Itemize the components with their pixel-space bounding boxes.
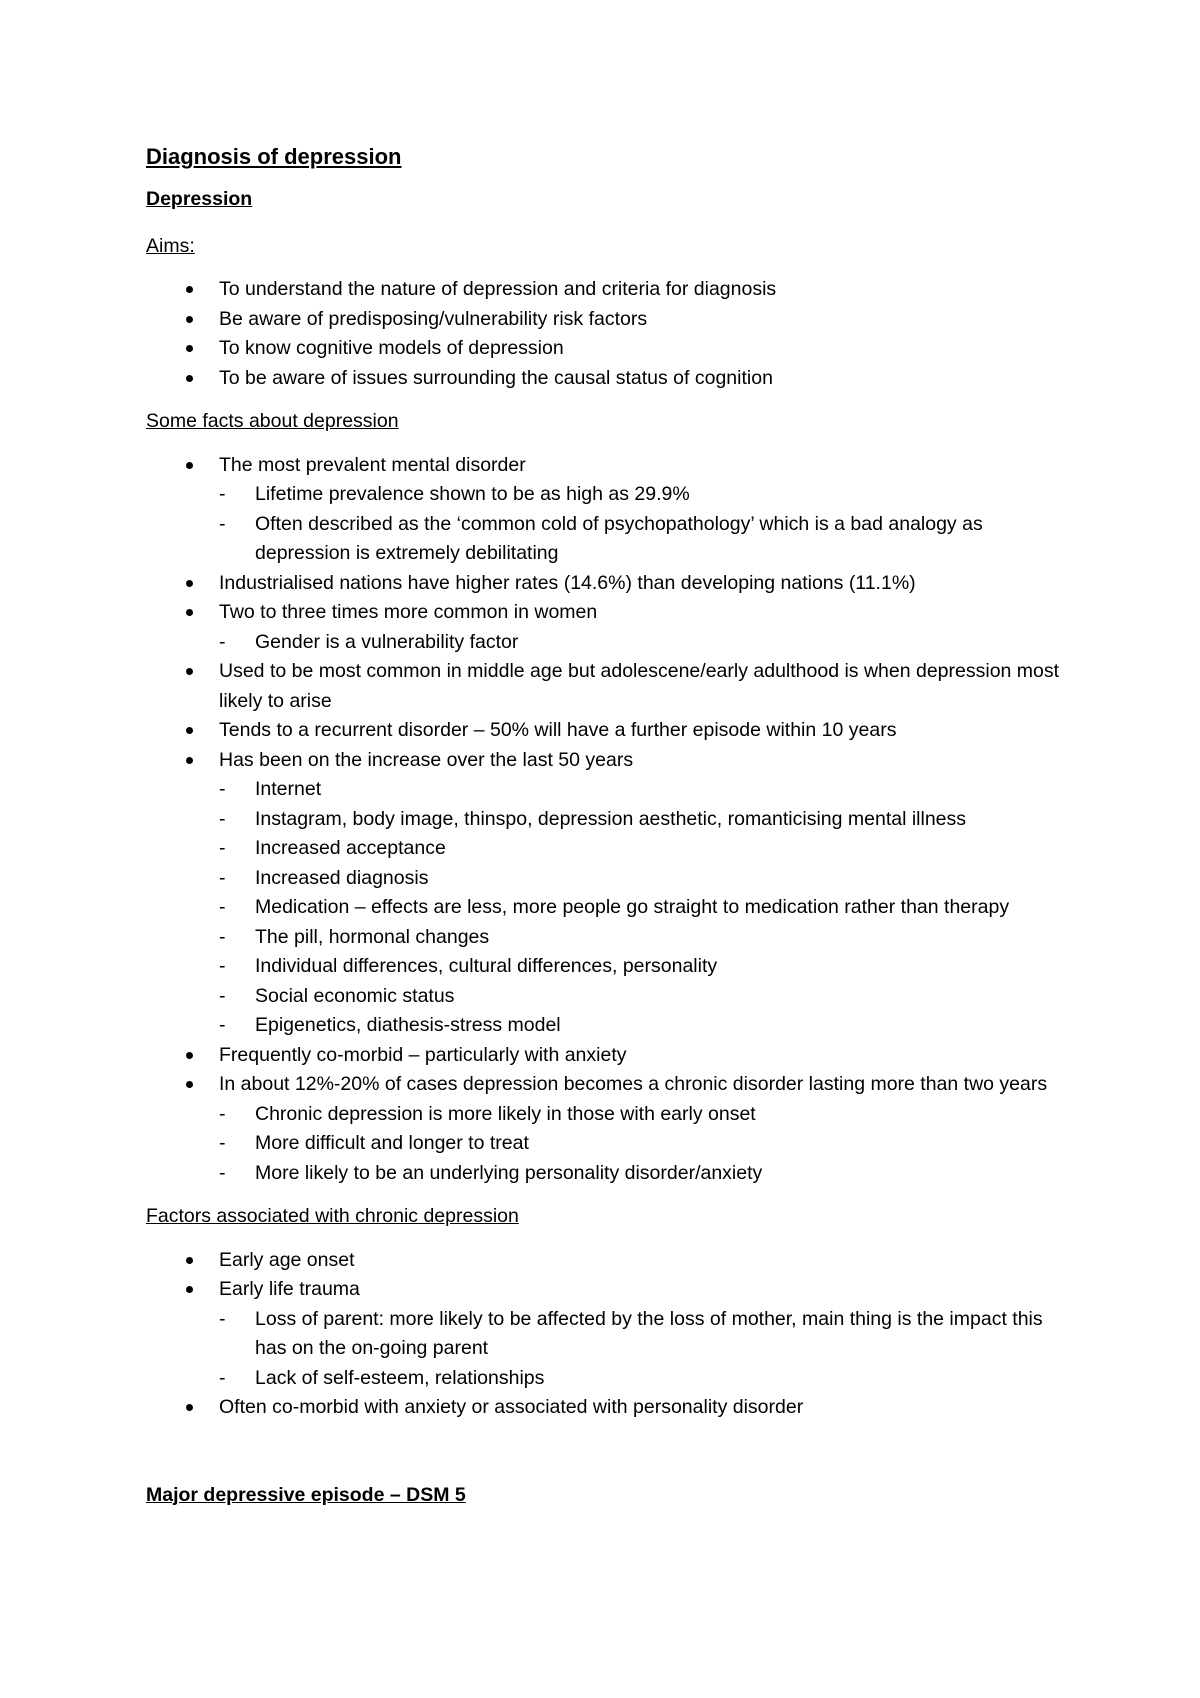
list-item-text: Often co-morbid with anxiety or associated with personality disorder — [219, 1396, 804, 1418]
list-item — [146, 451, 1076, 569]
dash-marker: - — [219, 1366, 226, 1389]
dash-marker: - — [219, 1161, 226, 1184]
sub-list-item-text: Lifetime prevalence shown to be as high as 29.9% — [255, 483, 690, 505]
list-item — [146, 1275, 1076, 1393]
dash-marker: - — [219, 837, 226, 859]
sub-list-item — [219, 1305, 1076, 1364]
dash-marker: - — [219, 1014, 226, 1036]
list-item — [146, 716, 1076, 746]
dash-marker: - — [219, 1307, 226, 1330]
sub-list-item-text: Increased diagnosis — [255, 866, 429, 889]
dash-marker: - — [219, 778, 226, 800]
list-item — [146, 746, 1076, 1041]
list-item-text: Tends to a recurrent disorder – 50% will have a further episode within 10 years — [219, 719, 897, 741]
section-heading-depression: Depression — [146, 188, 253, 210]
list-item — [146, 1041, 1076, 1071]
list-item — [146, 598, 1076, 657]
sub-list-item-text: Medication – effects are less, more people go straight to medication rather than therapy — [255, 896, 1010, 918]
sub-list-item-text: The pill, hormonal changes — [255, 925, 490, 948]
bullet-icon — [186, 757, 193, 764]
sub-list-item — [219, 982, 1076, 1012]
bullet-icon — [186, 1404, 193, 1411]
aims-list — [146, 275, 1076, 393]
list-item — [146, 1393, 1076, 1423]
sub-list-item — [219, 893, 1076, 923]
sub-list-item — [219, 923, 1076, 953]
bullet-icon — [186, 580, 193, 587]
dsm5-heading: Major depressive episode – DSM 5 — [146, 1483, 466, 1506]
dash-marker: - — [219, 807, 226, 830]
bullet-icon — [186, 727, 193, 734]
sub-list-item-text: Chronic depression is more likely in those with early onset — [255, 1102, 756, 1125]
list-item-text: Early life trauma — [219, 1278, 360, 1300]
dash-marker: - — [219, 1132, 226, 1154]
list-item — [146, 1246, 1076, 1276]
bullet-icon — [186, 1081, 193, 1088]
sub-list-item-text: Instagram, body image, thinspo, depression aesthetic, romanticising mental illness — [255, 807, 967, 830]
list-item-text: Two to three times more common in women — [219, 601, 598, 623]
bullet-icon — [186, 609, 193, 616]
list-item-text: In about 12%-20% of cases depression becomes a chronic disorder lasting more than two years — [219, 1073, 1048, 1095]
bullet-icon — [186, 1052, 193, 1059]
aims-heading: Aims: — [146, 234, 195, 257]
sub-list-item-text: More difficult and longer to treat — [255, 1132, 529, 1154]
sub-list-item — [219, 1159, 1076, 1189]
list-item-text: Early age onset — [219, 1248, 355, 1271]
bullet-icon — [186, 462, 193, 469]
list-item-text: Has been on the increase over the last 50 years — [219, 748, 634, 771]
list-item: To understand the nature of depression and criteria for diagnosis — [146, 275, 1076, 305]
sub-list-item — [219, 805, 1076, 835]
bullet-icon — [186, 1286, 193, 1293]
sub-list-item-text: Individual differences, cultural differences, personality — [255, 955, 718, 977]
dash-marker: - — [219, 955, 226, 977]
dash-marker: - — [219, 866, 226, 889]
sub-list-item-text: Lack of self-esteem, relationships — [255, 1366, 545, 1389]
dash-marker: - — [219, 483, 226, 505]
list-item — [146, 1070, 1076, 1188]
bullet-icon — [186, 375, 193, 382]
sub-list-item-text: Gender is a vulnerability factor — [255, 630, 519, 653]
bullet-icon — [186, 1257, 193, 1264]
sub-list-item — [219, 1129, 1076, 1159]
document-body — [146, 142, 1076, 1510]
dash-marker: - — [219, 630, 226, 653]
sub-list-item-text: Epigenetics, diathesis-stress model — [255, 1014, 561, 1036]
chronic-factors-heading: Factors associated with chronic depression — [146, 1205, 519, 1227]
list-item: To be aware of issues surrounding the causal status of cognition — [146, 364, 1076, 394]
sub-list — [219, 628, 1076, 658]
sub-list-item-text: More likely to be an underlying personality disorder/anxiety — [255, 1161, 763, 1184]
sub-list — [219, 1100, 1076, 1189]
sub-list — [219, 480, 1076, 569]
facts-heading: Some facts about depression — [146, 410, 399, 432]
list-item-text: Industrialised nations have higher rates (14.6%) than developing nations (11.1%) — [219, 571, 916, 594]
sub-list-item — [219, 775, 1076, 805]
sub-list-item — [219, 480, 1076, 510]
sub-list-item — [219, 1011, 1076, 1041]
sub-list-item — [219, 628, 1076, 658]
sub-list-item — [219, 510, 1076, 569]
bullet-icon — [186, 316, 193, 323]
bullet-icon — [186, 345, 193, 352]
page-title: Diagnosis of depression — [146, 144, 402, 169]
sub-list-item-text: Loss of parent: more likely to be affected by the loss of mother, main thing is the impact this has on the on-going parent — [255, 1307, 1043, 1359]
sub-list-item — [219, 1100, 1076, 1130]
chronic-factors-list — [146, 1246, 1076, 1423]
sub-list-item-text: Often described as the ‘common cold of psychopathology’ which is a bad analogy as depression is extremely debilitating — [255, 512, 983, 564]
list-item: To know cognitive models of depression — [146, 334, 1076, 364]
dash-marker: - — [219, 896, 226, 918]
sub-list — [219, 775, 1076, 1041]
bullet-icon — [186, 668, 193, 675]
sub-list-item-text: Social economic status — [255, 984, 455, 1007]
sub-list-item-text: Internet — [255, 778, 322, 800]
sub-list-item — [219, 1364, 1076, 1394]
bullet-icon — [186, 286, 193, 293]
list-item-text: Frequently co-morbid – particularly with anxiety — [219, 1043, 627, 1066]
sub-list-item-text: Increased acceptance — [255, 837, 446, 859]
dash-marker: - — [219, 1102, 226, 1125]
list-item — [146, 569, 1076, 599]
dash-marker: - — [219, 512, 226, 535]
dash-marker: - — [219, 984, 226, 1007]
facts-list — [146, 451, 1076, 1189]
sub-list — [219, 1305, 1076, 1394]
list-item-text: The most prevalent mental disorder — [219, 453, 526, 476]
dash-marker: - — [219, 925, 226, 948]
list-item-text: Used to be most common in middle age but adolescene/early adulthood is when depression most likely to arise — [219, 660, 1060, 712]
sub-list-item — [219, 952, 1076, 982]
sub-list-item — [219, 834, 1076, 864]
list-item — [146, 657, 1076, 716]
sub-list-item — [219, 864, 1076, 894]
list-item: Be aware of predisposing/vulnerability risk factors — [146, 305, 1076, 335]
